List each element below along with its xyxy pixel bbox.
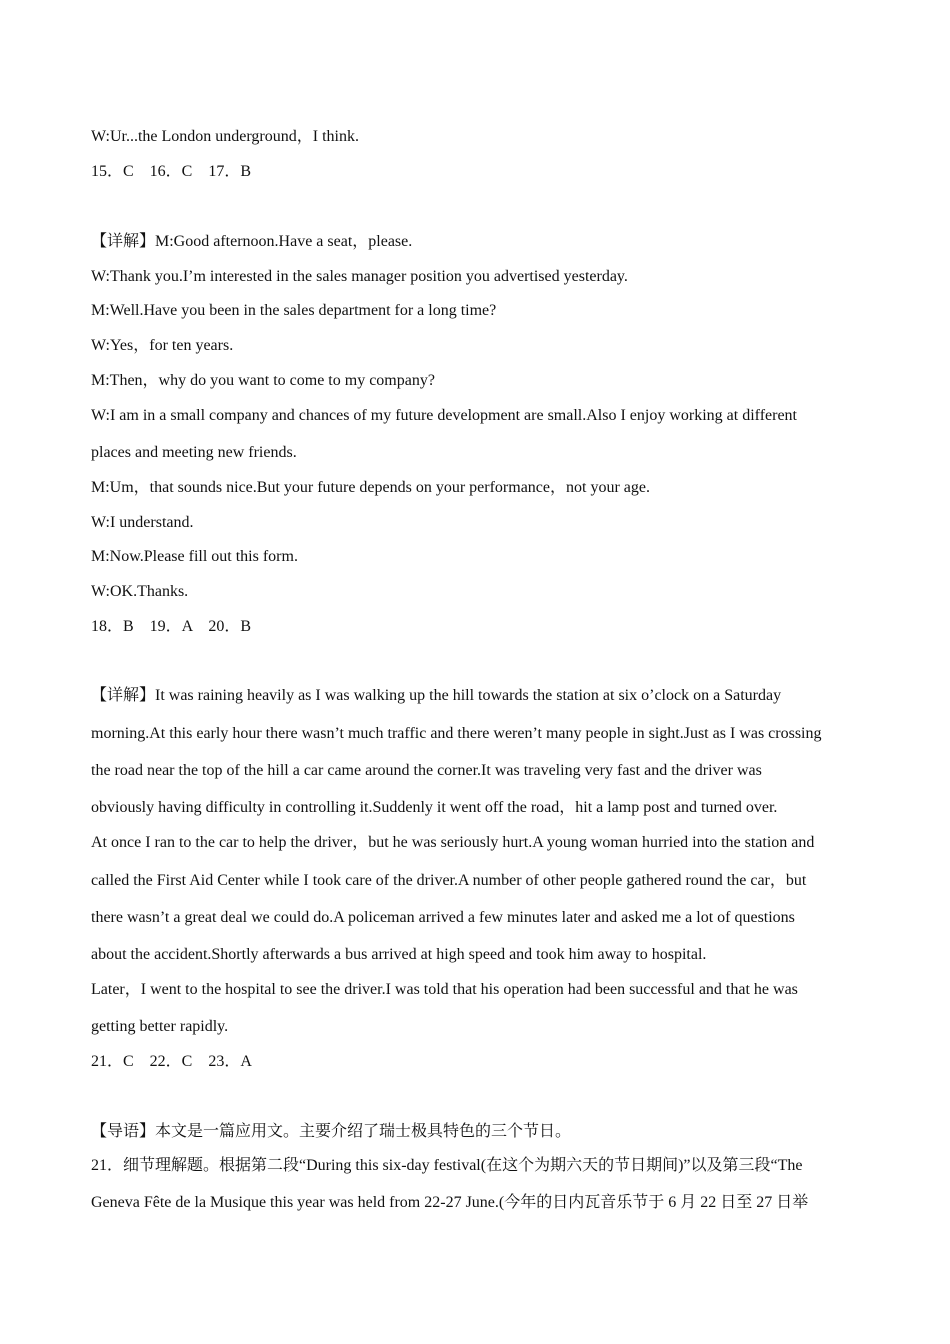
dialogue-line: W:OK.Thanks. [91,583,189,600]
dialogue-line: M:Well.Have you been in the sales department for a long time? [91,302,497,319]
dialogue-line: W:Ur...the London underground，I think. [91,128,359,145]
dialogue-line: W:I understand. [91,514,194,531]
passage-line: the road near the top of the hill a car came around the corner.It was traveling very fast and the driver was [91,762,762,779]
guide-heading-line: 【导语】本文是一篇应用文。主要介绍了瑞士极具特色的三个节日。 [91,1123,572,1140]
passage-line: called the First Aid Center while I took care of the driver.A number of other people gathered round the car，but [91,872,807,889]
passage-line: Later，I went to the hospital to see the driver.I was told that his operation had been successful and that he was [91,981,798,998]
dialogue-line: W:Yes，for ten years. [91,337,234,354]
passage-line: there wasn’t a great deal we could do.A policeman arrived a few minutes later and asked me a lot of questions [91,909,795,926]
dialogue-line: W:Thank you.I’m interested in the sales manager position you advertised yesterday. [91,268,628,285]
answer-key-line: 15．C 16．C 17．B [91,163,252,180]
dialogue-line: M:Then，why do you want to come to my company? [91,372,435,389]
passage-line: obviously having difficulty in controlling it.Suddenly it went off the road，hit a lamp post and turned over. [91,799,778,816]
dialogue-line: M:Now.Please fill out this form. [91,548,298,565]
passage-line: At once I ran to the car to help the driver，but he was seriously hurt.A young woman hurried into the station and [91,834,815,851]
dialogue-line: W:I am in a small company and chances of my future development are small.Also I enjoy working at different [91,407,797,424]
explanation-heading-line: 【详解】It was raining heavily as I was walking up the hill towards the station at six o’clock on a Saturday [91,687,782,704]
dialogue-line: places and meeting new friends. [91,444,297,461]
passage-line: about the accident.Shortly afterwards a bus arrived at high speed and took him away to hospital. [91,946,707,963]
passage-line: morning.At this early hour there wasn’t much traffic and there weren’t many people in sight.Just as I was crossing [91,725,822,742]
analysis-line: Geneva Fête de la Musique this year was held from 22-27 June.(今年的日内瓦音乐节于 6 月 22 日至 27 日举 [91,1194,809,1211]
answer-key-line: 18．B 19．A 20．B [91,618,252,635]
explanation-heading-line: 【详解】M:Good afternoon.Have a seat，please. [91,233,413,250]
dialogue-line: M:Um，that sounds nice.But your future depends on your performance，not your age. [91,479,650,496]
analysis-line: 21．细节理解题。根据第二段“During this six-day festival(在这个为期六天的节日期间)”以及第三段“The [91,1157,803,1174]
answer-key-line: 21．C 22．C 23．A [91,1053,252,1070]
passage-line: getting better rapidly. [91,1018,229,1035]
